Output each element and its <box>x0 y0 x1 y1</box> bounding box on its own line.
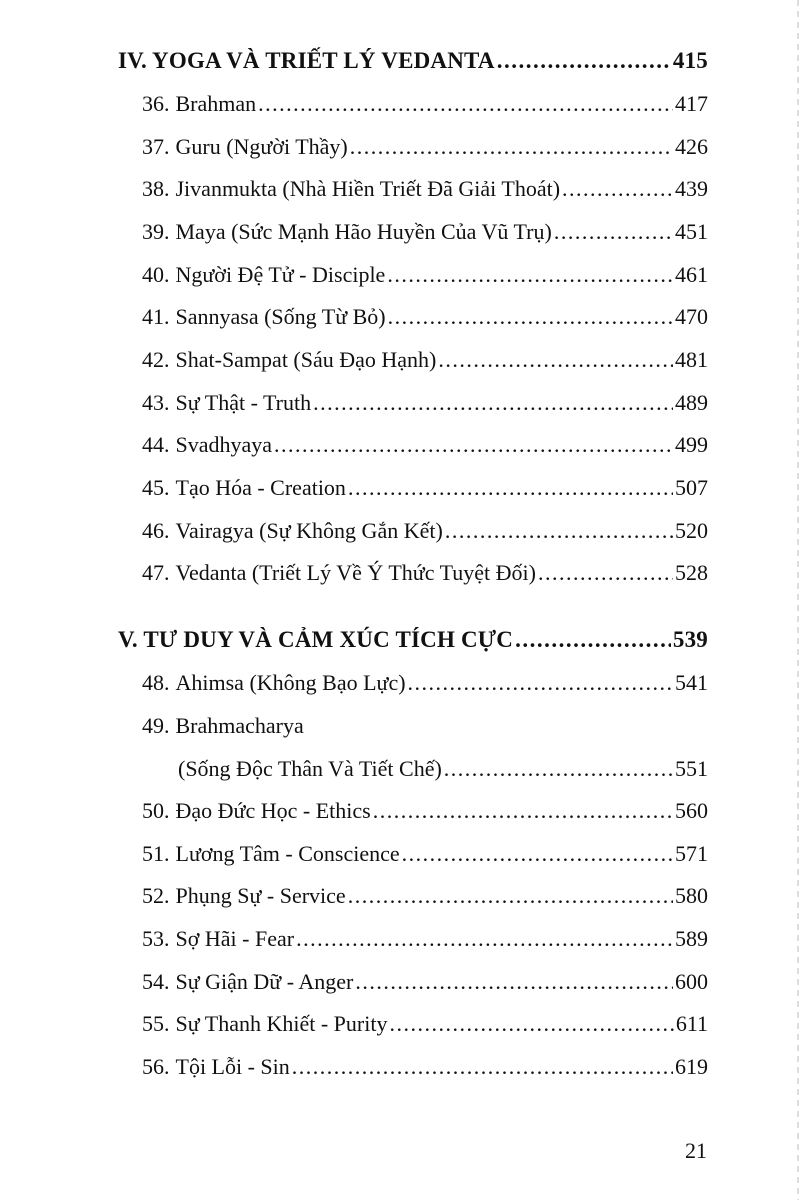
entry-number: 42. <box>142 347 170 372</box>
dot-leader <box>387 262 673 288</box>
entry-page: 560 <box>675 798 708 823</box>
toc-entry-42 <box>142 347 708 373</box>
entry-number: 56. <box>142 1054 170 1079</box>
entry-title: Sự Thanh Khiết - Purity <box>175 1011 388 1036</box>
entry-title: Lương Tâm - Conscience <box>175 841 400 866</box>
dot-leader <box>355 969 673 995</box>
toc-entry-47 <box>142 560 708 586</box>
entry-number: 48. <box>142 670 170 695</box>
entry-number: 45. <box>142 475 170 500</box>
dot-leader <box>445 518 673 544</box>
entry-title: Shat-Sampat (Sáu Đạo Hạnh) <box>175 347 437 372</box>
entry-number: 46. <box>142 518 170 543</box>
entry-page: 571 <box>675 841 708 866</box>
entry-page: 451 <box>675 219 708 244</box>
entry-page: 426 <box>675 134 708 159</box>
entry-page: 499 <box>675 432 708 457</box>
dot-leader <box>348 883 673 909</box>
entry-title: Guru (Người Thầy) <box>175 134 348 159</box>
dot-leader <box>515 627 671 653</box>
toc-entry-54 <box>142 969 708 995</box>
entry-number: 39. <box>142 219 170 244</box>
dot-leader <box>408 670 673 696</box>
entry-number: 36. <box>142 91 170 116</box>
entry-number: 49. <box>142 713 170 738</box>
entry-page: 489 <box>675 390 708 415</box>
entry-title: Ahimsa (Không Bạo Lực) <box>175 670 406 695</box>
dot-leader <box>554 219 673 245</box>
entry-title-continuation: (Sống Độc Thân Và Tiết Chế) <box>178 756 442 781</box>
entry-number: 54. <box>142 969 170 994</box>
entry-number: 51. <box>142 841 170 866</box>
entry-page: 470 <box>675 304 708 329</box>
entry-number: 53. <box>142 926 170 951</box>
section-page: 415 <box>672 48 708 73</box>
dot-leader <box>444 756 673 782</box>
entry-title: Sự Thật - Truth <box>175 390 312 415</box>
entry-title: Đạo Đức Học - Ethics <box>175 798 371 823</box>
entry-page: 528 <box>675 560 708 585</box>
dot-leader <box>296 926 673 952</box>
entry-page: 439 <box>675 176 708 201</box>
entry-page: 461 <box>675 262 708 287</box>
entry-title: Sannyasa (Sống Từ Bỏ) <box>175 304 386 329</box>
entry-title: Svadhyaya <box>175 432 273 457</box>
dot-leader <box>562 176 673 202</box>
entry-title: Phụng Sự - Service <box>175 883 346 908</box>
section-page: 539 <box>672 627 708 652</box>
entry-title: Vedanta (Triết Lý Về Ý Thức Tuyệt Đối) <box>175 560 536 585</box>
entry-page: 600 <box>675 969 708 994</box>
entry-page: 520 <box>675 518 708 543</box>
dot-leader <box>313 390 673 416</box>
toc-entry-53 <box>142 926 708 952</box>
entry-title: Sự Giận Dữ - Anger <box>175 969 354 994</box>
entry-title: Người Đệ Tử - Disciple <box>175 262 386 287</box>
entry-number: 40. <box>142 262 170 287</box>
entry-number: 44. <box>142 432 170 457</box>
entry-title: Tội Lỗi - Sin <box>175 1054 290 1079</box>
toc-entry-41 <box>142 304 708 330</box>
dot-leader <box>402 841 673 867</box>
entry-title: Maya (Sức Mạnh Hão Huyền Của Vũ Trụ) <box>175 219 552 244</box>
entry-page: 580 <box>675 883 708 908</box>
toc-entry-40 <box>142 262 708 288</box>
entry-page: 619 <box>675 1054 708 1079</box>
dot-leader <box>388 304 673 330</box>
toc-entry-44 <box>142 432 708 458</box>
toc-entry-52 <box>142 883 708 909</box>
section-title: V. TƯ DUY VÀ CẢM XÚC TÍCH CỰC <box>118 627 514 652</box>
dot-leader <box>373 798 673 824</box>
section-heading-iv <box>118 48 708 74</box>
entry-number: 38. <box>142 176 170 201</box>
entry-number: 50. <box>142 798 170 823</box>
dot-leader <box>274 432 673 458</box>
entry-number: 37. <box>142 134 170 159</box>
dot-leader <box>348 475 673 501</box>
dot-leader <box>350 134 673 160</box>
entry-title: Brahmacharya <box>175 713 304 738</box>
toc-entry-49 <box>142 713 708 739</box>
toc-entry-55 <box>142 1011 708 1037</box>
toc-entry-51 <box>142 841 708 867</box>
dot-leader <box>438 347 673 373</box>
scan-edge <box>797 0 799 1200</box>
toc-entry-37 <box>142 134 708 160</box>
entry-page: 551 <box>675 756 708 781</box>
toc-entry-49-continuation <box>178 756 708 782</box>
entry-page: 589 <box>675 926 708 951</box>
toc-entry-50 <box>142 798 708 824</box>
entry-number: 41. <box>142 304 170 329</box>
toc-entry-36 <box>142 91 708 117</box>
entry-title: Jivanmukta (Nhà Hiền Triết Đã Giải Thoát) <box>175 176 561 201</box>
entry-page: 481 <box>675 347 708 372</box>
entry-page: 507 <box>675 475 708 500</box>
entry-title: Brahman <box>175 91 257 116</box>
entry-page: 417 <box>675 91 708 116</box>
toc-entry-46 <box>142 518 708 544</box>
entry-page: 611 <box>675 1011 708 1036</box>
toc-entry-39 <box>142 219 708 245</box>
toc-entry-45 <box>142 475 708 501</box>
dot-leader <box>258 91 673 117</box>
toc-entry-56 <box>142 1054 708 1080</box>
dot-leader <box>389 1011 673 1037</box>
toc-entry-38 <box>142 176 708 202</box>
entry-number: 55. <box>142 1011 170 1036</box>
entry-number: 52. <box>142 883 170 908</box>
entry-number: 43. <box>142 390 170 415</box>
entry-title: Tạo Hóa - Creation <box>175 475 346 500</box>
page-number: 21 <box>685 1138 707 1163</box>
toc-entry-48 <box>142 670 708 696</box>
toc-entry-43 <box>142 390 708 416</box>
entry-title: Sợ Hãi - Fear <box>175 926 295 951</box>
entry-page: 541 <box>675 670 708 695</box>
dot-leader <box>497 48 671 74</box>
dot-leader <box>292 1054 673 1080</box>
entry-title: Vairagya (Sự Không Gắn Kết) <box>175 518 443 543</box>
section-heading-v <box>118 627 708 653</box>
dot-leader <box>538 560 673 586</box>
entry-number: 47. <box>142 560 170 585</box>
section-title: IV. YOGA VÀ TRIẾT LÝ VEDANTA <box>118 48 495 73</box>
